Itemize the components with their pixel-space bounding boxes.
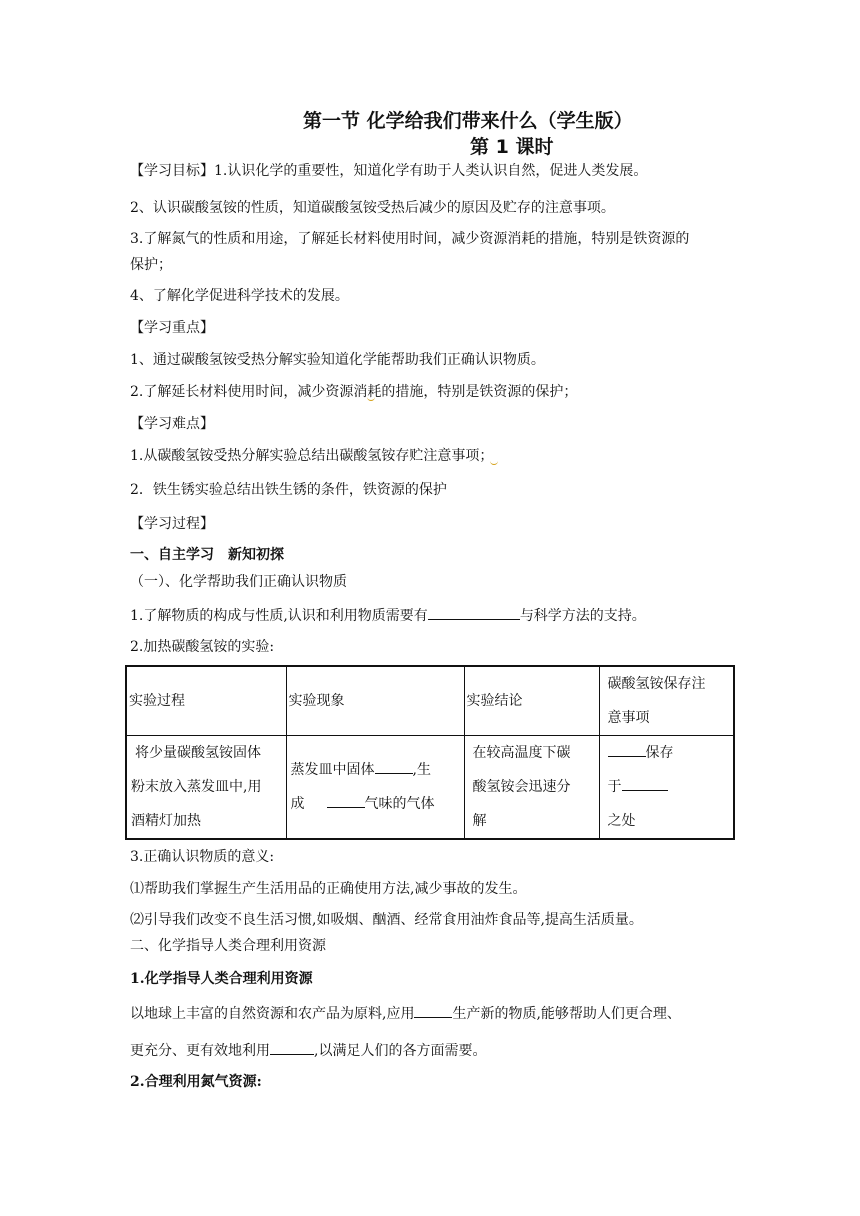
objectives-item-3a: 3.了解氮气的性质和用途，了解延长材料使用时间，减少资源消耗的措施，特别是铁资源的 xyxy=(130,231,690,247)
header-phenomenon: 实验现象 xyxy=(286,666,464,736)
key-points-item-2: 2.了解延长材料使用时间，减少资源消耗的措施，特别是铁资源的保护； xyxy=(130,384,578,400)
resources-paragraph-1: 以地球上丰富的自然资源和农产品为原料,应用 生产新的物质,能够帮助人们更合理、 xyxy=(130,1003,681,1023)
cell-process: 将少量碳酸氢铵固体 粉末放入蒸发皿中,用 酒精灯加热 xyxy=(126,736,286,840)
key-points-item-1: 1、通过碳酸氢铵受热分解实验知道化学能帮助我们正确认识物质。 xyxy=(130,352,545,368)
question-2: 2.加热碳酸氢铵的实验: xyxy=(130,639,275,655)
resources-heading-2: 2.合理利用氮气资源: xyxy=(130,1074,262,1090)
blank-field xyxy=(622,776,668,791)
cell-conclusion: 在较高温度下碳 酸氢铵会迅速分 解 xyxy=(464,736,599,840)
difficulties-item-1: 1.从碳酸氢铵受热分解实验总结出碳酸氢铵存贮注意事项； xyxy=(130,448,494,464)
objectives-item-2: 2、认识碳酸氢铵的性质，知道碳酸氢铵受热后减少的原因及贮存的注意事项。 xyxy=(130,200,615,216)
objectives-item-3b: 保护； xyxy=(130,257,172,273)
sub-heading-1: （一）、化学帮助我们正确认识物质 xyxy=(130,574,347,590)
question-1: 1.了解物质的构成与性质,认识和利用物质需要有 与科学方法的支持。 xyxy=(130,605,646,625)
key-points-label: 【学习重点】 xyxy=(130,320,214,336)
objectives-label: 【学习目标】 xyxy=(130,163,214,179)
difficulties-item-2: 2．铁生锈实验总结出铁生锈的条件，铁资源的保护 xyxy=(130,482,447,498)
meaning-point-1: ⑴帮助我们掌握生产生活用品的正确使用方法,减少事故的发生。 xyxy=(130,881,527,897)
spellcheck-mark xyxy=(490,460,498,465)
header-conclusion: 实验结论 xyxy=(464,666,599,736)
objectives-item-4: 4、了解化学促进科学技术的发展。 xyxy=(130,288,349,304)
meaning-point-2: ⑵引导我们改变不良生活习惯,如吸烟、酗酒、经常食用油炸食品等,提高生活质量。 xyxy=(130,912,643,928)
question-3: 3.正确认识物质的意义: xyxy=(130,849,275,865)
blank-field xyxy=(608,742,646,757)
section-1-heading: 一、自主学习 新知初探 xyxy=(130,547,284,563)
resources-paragraph-2: 更充分、更有效地利用 ,以满足人们的各方面需要。 xyxy=(130,1040,486,1060)
process-label: 【学习过程】 xyxy=(130,516,214,532)
blank-field xyxy=(375,759,413,774)
cell-storage: 保存 于 之处 xyxy=(599,736,734,840)
table-header-row xyxy=(126,666,734,736)
resources-heading-1: 1.化学指导人类合理利用资源 xyxy=(130,971,313,987)
experiment-table xyxy=(125,665,735,840)
blank-field xyxy=(270,1040,314,1055)
header-process: 实验过程 xyxy=(126,666,286,736)
difficulties-label: 【学习难点】 xyxy=(130,416,214,432)
cell-phenomenon: 蒸发皿中固体 ,生 成 气味的气体 xyxy=(286,736,464,840)
header-storage: 碳酸氢铵保存注 意事项 xyxy=(599,666,734,736)
blank-field xyxy=(327,793,365,808)
blank-field xyxy=(414,1003,452,1018)
blank-field xyxy=(428,605,520,620)
page-subtitle: 第 1 课时 xyxy=(470,136,554,158)
table-row xyxy=(126,736,734,840)
page-title: 第一节 化学给我们带来什么（学生版） xyxy=(303,110,633,132)
section-2-heading: 二、化学指导人类合理利用资源 xyxy=(130,938,326,954)
objectives-item-1: 【学习目标】1.认识化学的重要性，知道化学有助于人类认识自然，促进人类发展。 xyxy=(130,163,648,179)
